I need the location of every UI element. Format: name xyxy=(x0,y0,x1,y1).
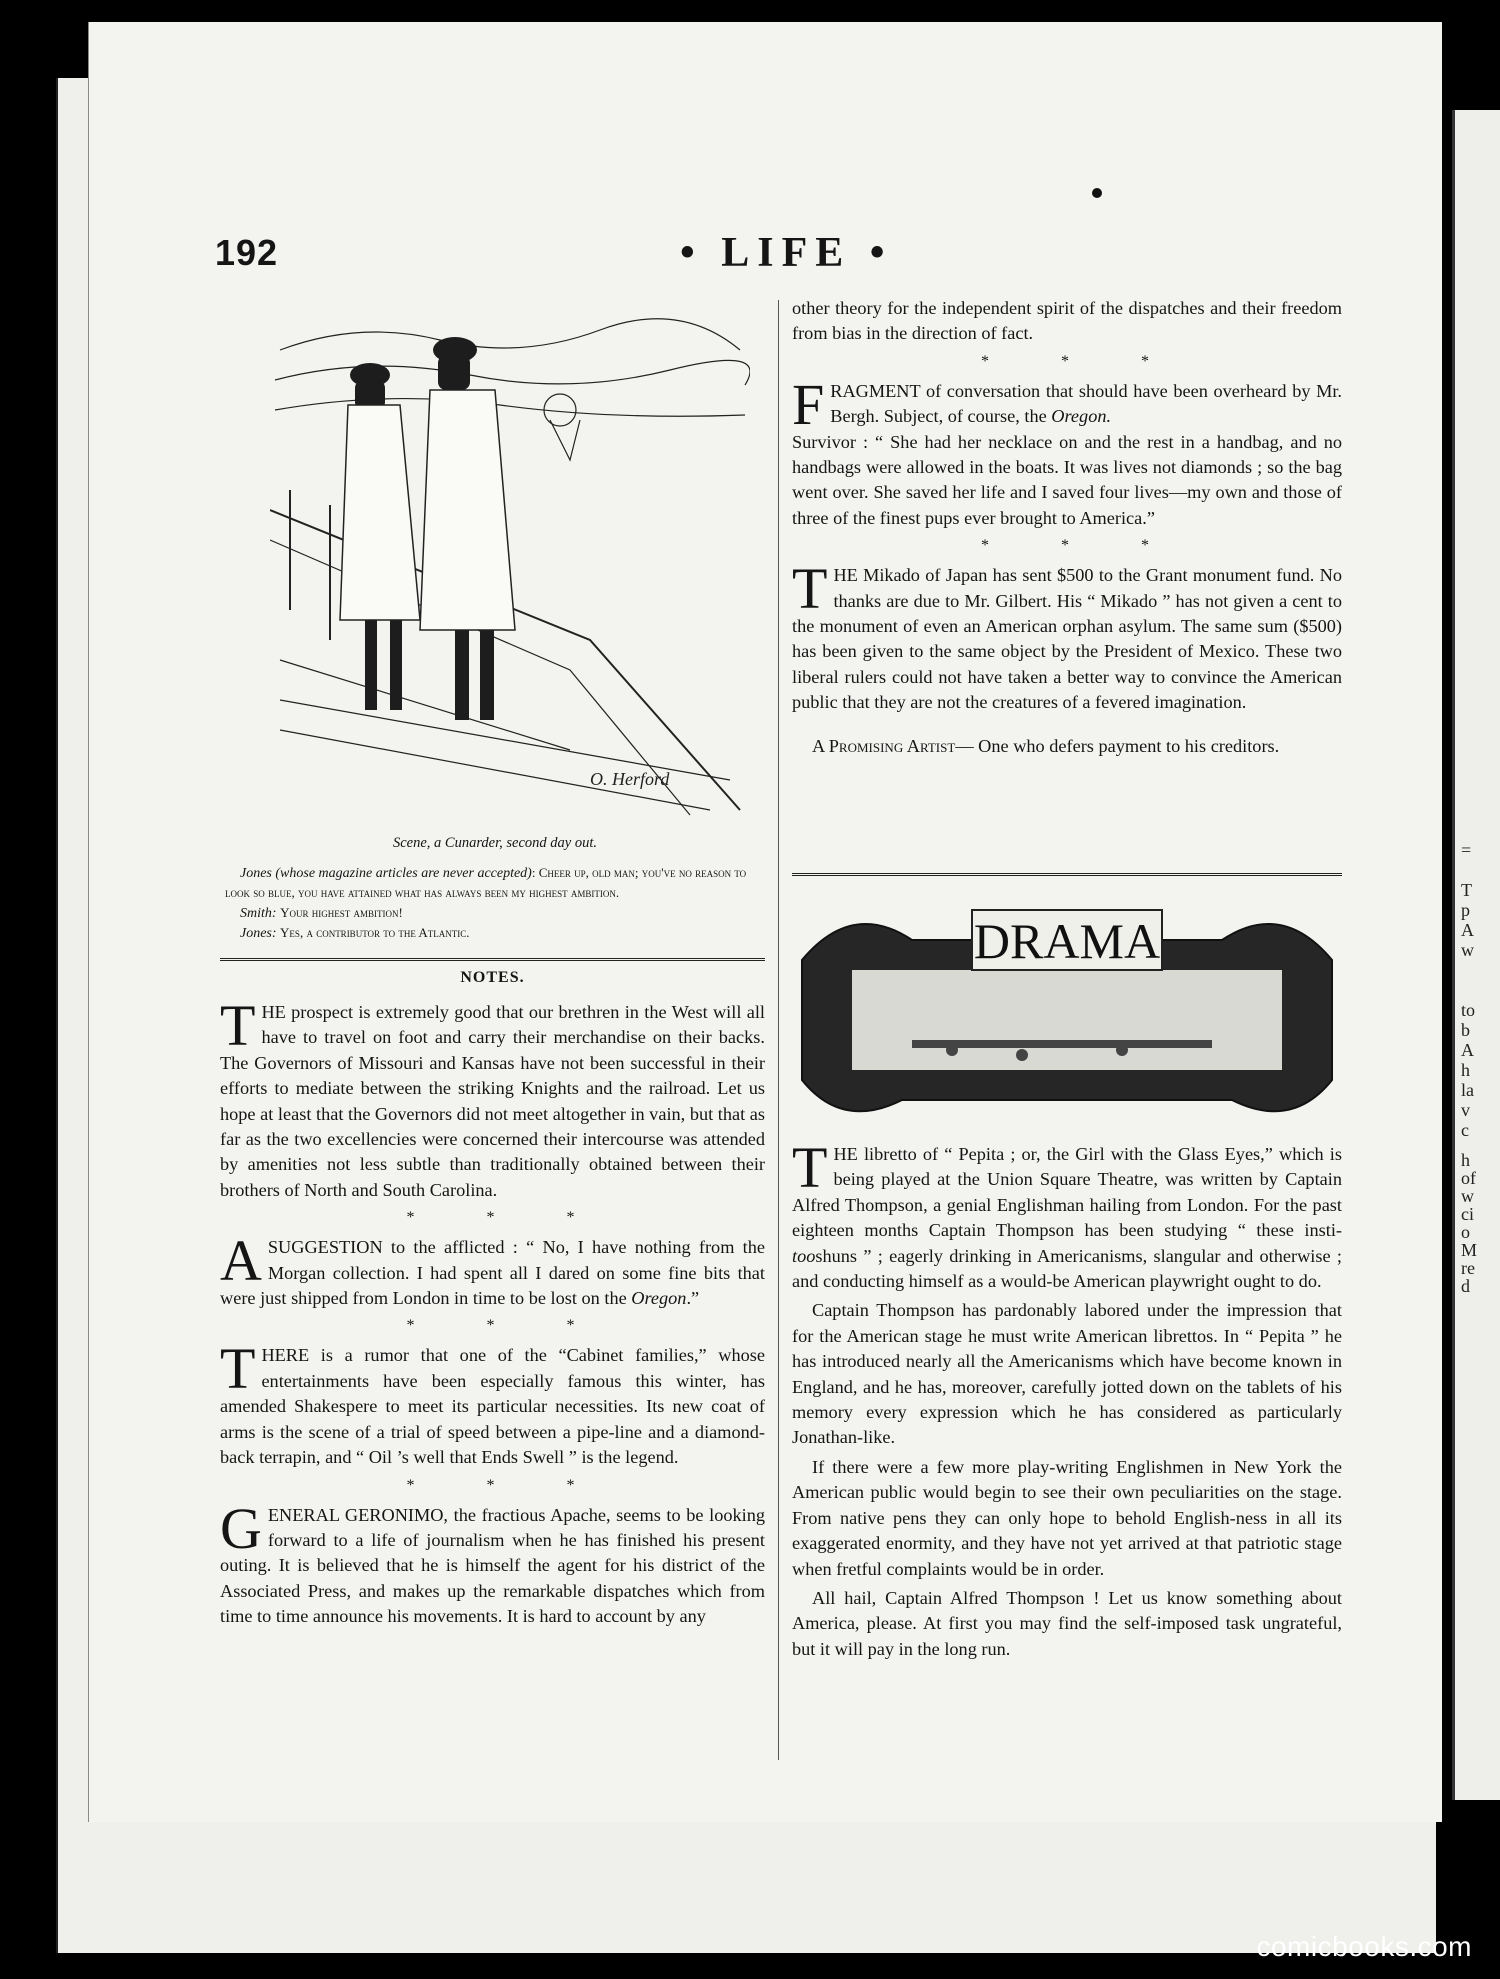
facing-page-fragment: to xyxy=(1461,1000,1476,1020)
facing-page-fragment: h xyxy=(1461,1060,1470,1080)
right-column-top xyxy=(792,296,1342,759)
promising-artist: A Promising Artist— One who defers payment to his creditors. xyxy=(812,735,1280,756)
caption-line-1 xyxy=(225,863,765,903)
facing-page-fragment: b xyxy=(1461,1020,1470,1040)
facing-page-fragment: o xyxy=(1461,1222,1470,1242)
section-stars: * * * xyxy=(981,352,1183,370)
facing-page-fragment: = xyxy=(1461,840,1472,860)
facing-page-fragment: h xyxy=(1461,1150,1470,1170)
page-number: 192 xyxy=(215,232,279,273)
notes-heading: NOTES. xyxy=(460,969,525,986)
cartoon-caption xyxy=(225,834,765,943)
facing-page-fragment: A xyxy=(1461,920,1474,940)
section-rule xyxy=(220,958,765,961)
notes-paragraph-4: GENERAL GERONIMO, the fractious Apache, seems to be looking forward to a life of journalism when he has finished his present outing. It is believed that he is himself the agent for his district of the Associated Press, and makes up the remarkable dispatches which from time to time announce his movements. It is hard to account by any xyxy=(220,1495,765,1627)
dialogue-text: Your highest ambition! xyxy=(280,905,403,920)
facing-page-fragment: w xyxy=(1461,940,1474,960)
column-divider xyxy=(778,300,779,1760)
continuation-text: other theory for the independent spirit of the dispatches and their freedom from bias in the direction of fact. xyxy=(792,298,1342,344)
drama-paragraph-4: All hail, Captain Alfred Thompson ! Let us know something about America, please. At first you may find the self-imposed task ungrateful, but it will pay in the long run. xyxy=(792,1587,1342,1659)
dialogue-text: Yes, a contributor to the Atlantic. xyxy=(280,925,470,940)
speaker-note: (whose magazine articles are never accepted) xyxy=(275,866,532,881)
dialogue-text: : Cheer up, old man; you've no reason to look so blue, you have attained what has always been my highest ambition. xyxy=(225,865,747,900)
speaker-jones: Jones xyxy=(240,866,272,881)
section-stars: * * * xyxy=(406,1476,609,1494)
caption-title: Scene, a Cunarder, second day out. xyxy=(392,835,598,851)
speaker-jones: Jones: xyxy=(240,926,277,941)
facing-page-edge xyxy=(1452,110,1500,1800)
fragment-paragraph: FRAGMENT of conversation that should have been overheard by Mr. Bergh. Subject, of course, the Oregon. xyxy=(792,371,1342,437)
facing-page-fragment: A xyxy=(1461,1040,1474,1060)
drama-paragraph-2: Captain Thompson has pardonably labored under the impression that for the American stage he must write American librettos. In “ Pepita ” he has introduced nearly all the Americanisms which have become known in England, and he has, moreover, carefully jotted down on the tablets of his memory every expression which he has considered as particularly Jonathan-like. xyxy=(792,1300,1342,1448)
notes-paragraph-3: THERE is a rumor that one of the “Cabinet families,” whose entertainments have been especially famous this winter, has amended Shakespere to meet its particular necessities. Its new coat of arms is the scene of a trial of speed between a pipe-line and a diamond-back terrapin, and “ Oil ’s well that Ends Swell ” is the legend. xyxy=(220,1336,765,1468)
facing-page-fragment: c xyxy=(1461,1120,1469,1140)
section-rule xyxy=(792,873,1342,876)
drama-paragraph-3: If there were a few more play-writing Englishmen in New York the American public would begin to see their own peculiarities on the stage. From native pens they can only hope to behold English-ness in all its exaggerated enormity, and they have not yet arrived at that patriotic stage when fretful complaints would be in order. xyxy=(792,1456,1342,1579)
caption-line-3 xyxy=(225,923,765,943)
facing-page-fragment: d xyxy=(1461,1276,1470,1296)
facing-page-fragment: w xyxy=(1461,1186,1474,1206)
section-stars: * * * xyxy=(406,1209,609,1227)
survivor-paragraph: Survivor : “ She had her necklace on and the rest in a handbag, and no handbags were allowed in the boats. It was lives not diamonds ; so the bag went over. She saved her life and I saved four lives—my own and those of three of the finest pups ever brought to America.” xyxy=(792,431,1342,528)
notes-paragraph-1: THE prospect is extremely good that our brethren in the West will all have to travel on foot and carry their merchandise on their backs. The Governors of Missouri and Kansas have not been successful in their efforts to mediate between the striking Knights and the railroad. Let us hope at least that the Governors did not meet altogether in vain, but that as far as the two excellencies were concerned their intercourse was attended by amenities not less subtle than traditionally obtained between their brothers of North and South Carolina. xyxy=(220,993,765,1200)
drama-column xyxy=(792,1135,1342,1662)
facing-page-fragment: p xyxy=(1461,900,1470,920)
drama-title: DRAMA xyxy=(973,913,1161,969)
ink-dot xyxy=(1092,188,1102,198)
facing-page-fragment: of xyxy=(1461,1168,1476,1188)
artist-signature: O. Herford xyxy=(590,769,670,789)
mikado-paragraph: THE Mikado of Japan has sent $500 to the Grant monument fund. No thanks are due to Mr. Gilbert. His “ Mikado ” has not given a cent to the monument of even an American orphan asylum. The same sum ($500) has been given to the same object by the President of Mexico. These two liberal rulers could not have taken a better way to convince the American public that they are not the creatures of a fevered imagination. xyxy=(792,556,1342,713)
speaker-smith: Smith: xyxy=(240,906,277,921)
caption-line-2 xyxy=(225,903,765,923)
facing-page-fragment: v xyxy=(1461,1100,1470,1120)
facing-page-fragment: T xyxy=(1461,880,1472,900)
cartoon-illustration xyxy=(270,310,750,820)
facing-page-fragment: M xyxy=(1461,1240,1478,1260)
section-stars: * * * xyxy=(981,537,1183,555)
masthead-title: • LIFE • xyxy=(680,230,893,276)
notes-column xyxy=(220,993,765,1630)
section-stars: * * * xyxy=(406,1317,609,1335)
facing-page-fragment: la xyxy=(1461,1080,1474,1100)
notes-paragraph-2: A SUGGESTION to the afflicted : “ No, I have nothing from the Morgan collection. I had spent all I dared on some fine bits that were just shipped from London in time to be lost on the Oregon.” xyxy=(220,1228,765,1309)
drama-banner xyxy=(792,900,1342,1140)
drama-paragraph-1: THE libretto of “ Pepita ; or, the Girl with the Glass Eyes,” which is being played at the Union Square Theatre, was written by Captain Alfred Thompson, a genial Englishman hailing from London. For the past eighteen months Captain Thompson has been studying “ these insti-tooshuns ” ; eagerly drinking in Americanisms, slangular and otherwise ; and conducting himself as a would-be American playwright ought to do. xyxy=(792,1135,1342,1292)
site-watermark: comicbooks.com xyxy=(1256,1931,1472,1962)
facing-page-fragment: ci xyxy=(1461,1204,1474,1224)
facing-page-fragment: re xyxy=(1461,1258,1475,1278)
